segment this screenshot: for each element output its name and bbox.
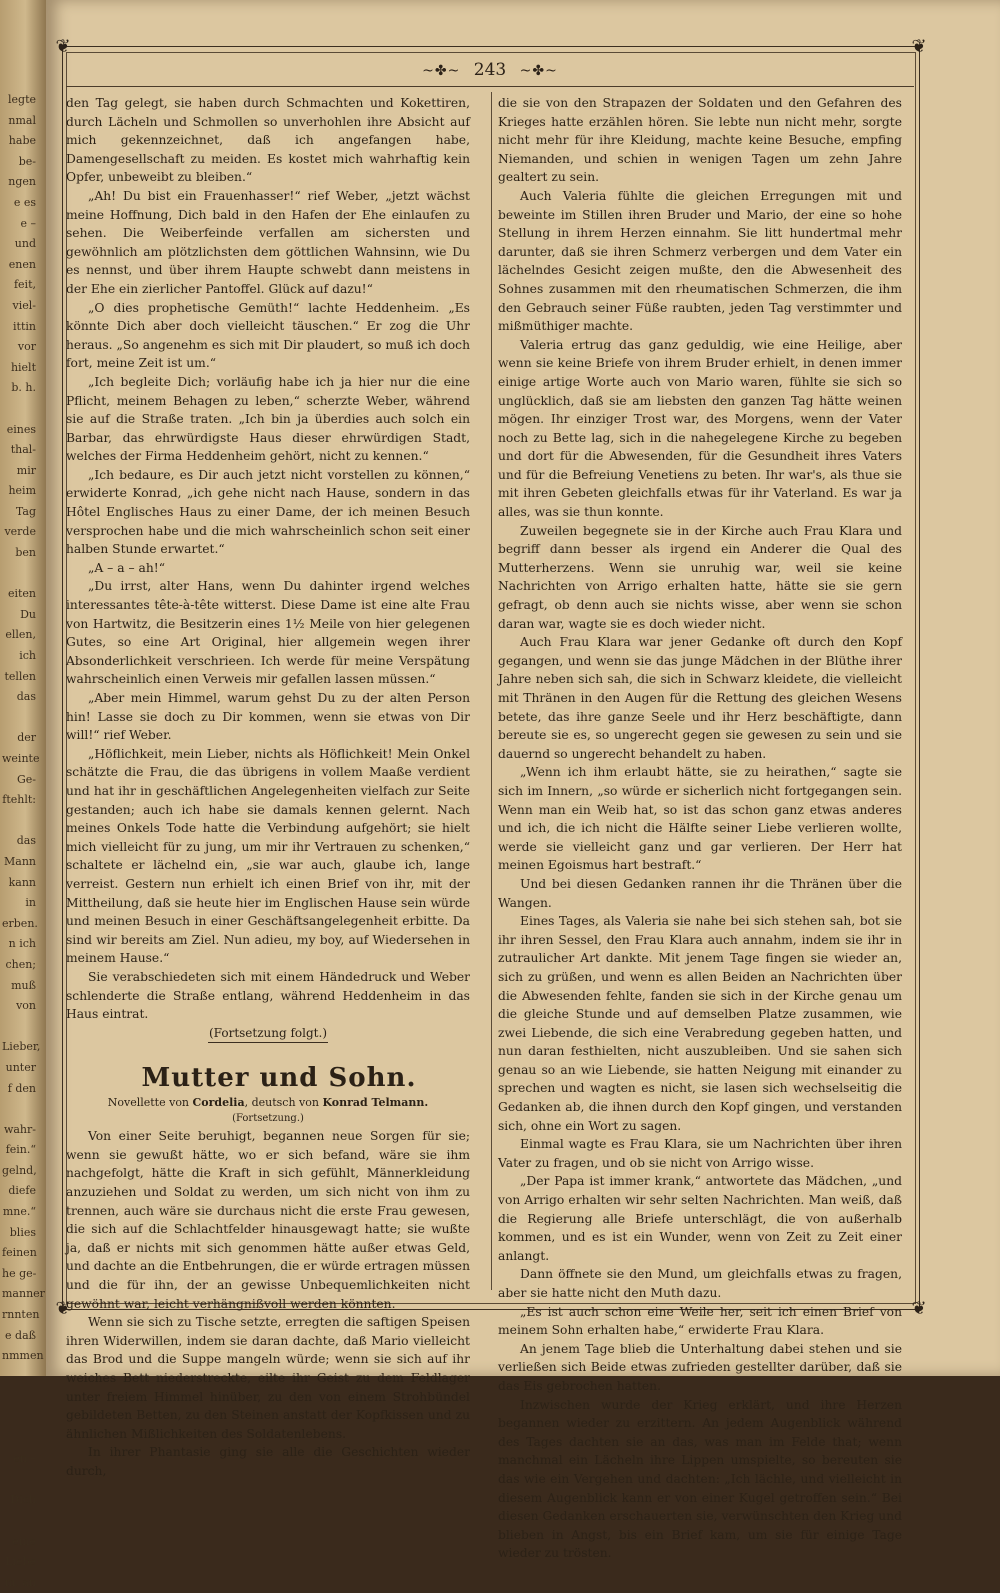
newspaper-page <box>46 0 1000 1561</box>
spine-fragment: feit, <box>13 278 36 292</box>
spine-fragment: eines <box>6 422 36 436</box>
spine-fragment: ich <box>19 649 36 663</box>
header-ornament-right: ~✤~ <box>519 63 558 79</box>
column-divider <box>491 92 492 1290</box>
spine-fragment: manner <box>2 1287 45 1301</box>
spine-fragment: Ge- <box>16 772 36 786</box>
byline-middle: , deutsch von <box>244 1096 319 1110</box>
spine-fragment: von <box>16 999 36 1013</box>
spine-fragment: he ge- <box>2 1266 37 1280</box>
spine-fragment: Dich <box>10 1493 36 1507</box>
spine-fragment: blies <box>9 1225 36 1239</box>
spine-fragment: e es <box>13 195 36 209</box>
spine-fragment: und <box>14 237 36 251</box>
byline-author: Cordelia <box>192 1096 245 1110</box>
spine-fragment: n ich <box>8 937 36 951</box>
spine-fragment: tellen <box>4 669 36 683</box>
spine-fragment: der <box>17 731 36 745</box>
spine-fragment: ellen, <box>5 628 36 642</box>
spine-fragment: erben. <box>2 916 38 930</box>
spine-fragment: verde <box>4 525 36 539</box>
paragraph: Von einer Seite beruhigt, begannen neue Sorgen für sie; wenn sie gewußt hätte, wo er sich befand, wäre sie ihm nachgefolgt, hätte die Kraft in sich gefühlt, Männerkleidung anzuziehen und Soldat zu werden, um sich nicht von ihm zu trennen, auch wäre sie durchaus nicht die erste Frau gewesen, die sich auf die Schlachtfelder hinausgewagt hatte; sie wußte ja, daß er nichts mit sich genommen hätte außer etwas Geld, und dachte an die Entbehrungen, die er würde ertragen müssen und die für ihn, der an gewisse Unbequemlichkeiten nicht gewöhnt war, leicht verhängnißvoll werden könnten. <box>66 1129 470 1311</box>
spine-fragment <box>2 1408 36 1429</box>
spine-fragment: Lieber, <box>2 1040 41 1054</box>
story-body-left <box>66 1127 470 1480</box>
spine-fragment: enen <box>8 257 36 271</box>
spine-fragment: vor <box>17 340 36 354</box>
spine-fragment: eiten <box>7 587 36 601</box>
paragraph: „Es ist auch schon eine Weile her, seit ich einen Brief von meinem Sohn erhalten habe,“ erwiderte Frau Klara. <box>498 1304 902 1338</box>
spine-fragment: habe <box>8 134 36 148</box>
continued-note: (Fortsetzung folgt.) <box>209 1025 327 1040</box>
spine-fragment <box>2 399 36 420</box>
spine-fragment: ittin <box>13 319 36 333</box>
paragraph: „O dies prophetische Gemüth!“ lachte Heddenheim. „Es könnte Dich aber doch vielleicht täuschen.“ Er zog die Uhr heraus. „So angenehm es sich mit Dir plaudert, so muß ich doch fort, meine Zeit ist um.“ <box>66 300 470 371</box>
spine-fragment: wahr- <box>3 1122 36 1136</box>
paragraph: „Du irrst, alter Hans, wenn Du dahinter irgend welches interessantes tête-à-tête witterst. Diese Dame ist eine alte Frau von Hartwitz, die Besitzerin eines 1½ Meile von hier gelegenen Gutes, so eine Art Original, hier allgemein wegen ihrer Absonderlichkeit verschrieen. Ich werde für meine Verspätung wahrscheinlich einen Verweis mir gefallen lassen müssen.“ <box>66 579 470 687</box>
paragraph: „Wenn ich ihm erlaubt hätte, sie zu heirathen,“ sagte sie sich im Innern, „so würde er sicherlich nicht fortgegangen sein. Wenn man ein Weib hat, so ist das schon ganz etwas anderes und ich, die ich nicht die Hälfte seiner Liebe verlieren wollte, werde sie vielleicht ganz und gar verlieren. Der Herr hat meinen Egoismus hart bestraft.“ <box>498 765 902 873</box>
serial-story-continuation <box>66 94 470 1024</box>
page-header <box>66 58 914 82</box>
spine-fragment: rnnten <box>2 1308 40 1322</box>
spine-fragment: e daß <box>5 1328 36 1342</box>
spine-fragment: nmal <box>8 113 36 127</box>
spine-fragment: weinte <box>2 752 40 765</box>
section-separator <box>208 1042 328 1043</box>
paragraph: „Der Papa ist immer krank,“ antwortete das Mädchen, „und von Arrigo erhalten wir sehr selten Nachrichten. Man weiß, daß die Regierung alle Briefe unterschlägt, die von außerhalb kommen, und es ist ein Wunder, wenn von Zeit zu Zeit einer anlangt. <box>498 1174 902 1263</box>
spine-fragment: muß <box>11 978 36 992</box>
spine-fragment: das <box>16 834 36 848</box>
corner-ornament-top-left: ❦ <box>55 36 71 57</box>
story-title: Mutter und Sohn. <box>141 1063 417 1094</box>
continuation-label: (Fortsetzung.) <box>232 1113 304 1125</box>
spine-fragment: mir <box>16 463 36 477</box>
spine-fragment <box>2 1099 36 1120</box>
paragraph: Wenn sie sich zu Tische setzte, erregten die saftigen Speisen ihren Widerwillen, indem sie daran dachte, daß Mario vielleicht das Brod und die Suppe mangeln würde; wenn sie sich auf ihr weiches Bett niederstreckte, eilte ihr Geist zu dem Feldlager unter freiem Himmel hinüber, zu den von einem Strohbündel gebildeten Betten, zu den Steinen anstatt der Kopfkissen und zu ähnlichen Mißlichkeiten des Soldatenlebens. <box>66 1315 470 1441</box>
header-rule <box>66 86 914 87</box>
spine-fragment <box>2 1470 36 1491</box>
spine-fragment <box>2 708 36 729</box>
paragraph: „Ah! Du bist ein Frauenhasser!“ rief Weber, „jetzt wächst meine Hoffnung, Dich bald in den Hafen der Ehe einlaufen zu sehen. Die Weiberfeinde verfallen am sichersten und gewöhnlich am plötzlichsten dem göttlichen Wahnsinn, wie Du es nennst, und über ihrem Haupte schwebt dann meistens in der Ehe ein zierlicher Pantoffel. Glück auf dazu!“ <box>66 188 470 296</box>
spine-fragment: be- <box>18 154 36 168</box>
page-number: 243 <box>473 60 507 80</box>
corner-ornament-bottom-left: ❦ <box>55 1298 71 1319</box>
spine-fragment: b. h. <box>11 381 36 395</box>
spine-fragment: nmmen <box>2 1349 44 1363</box>
spine-fragment: eine <box>12 1534 36 1548</box>
story-body-right <box>498 94 902 1563</box>
paragraph: Eines Tages, als Valeria sie nahe bei sich stehen sah, bot sie ihr ihren Sessel, den Frau Klara auch annahm, indem sie ihr in zutraulicher Art dankte. Mit jenem Tage fingen sie wieder an, sich zu grüßen, und wenn es allen Beiden an Nachrichten über die Abwesenden fehlte, fanden sie sich in der Kirche genau um die gleiche Stunde und auf demselben Platze zusammen, wie zwei Liebende, die sich eine Verabredung gegeben hatten, und nun daran festhielten, nicht auszubleiben. Und sie sahen sich genau so an wie Liebende, sie hatten Neigung mit einander zu sprechen und wagten es nicht, sie lasen sich wechselseitig die Gedanken ab, die ihnen durch den Kopf gingen, und verstanden sich, ohne ein Wort zu sagen. <box>498 914 902 1133</box>
paragraph: Dann öffnete sie den Mund, um gleichfalls etwas zu fragen, aber sie hatte nicht den Muth dazu. <box>498 1267 902 1300</box>
paragraph: „Aber mein Himmel, warum gehst Du zu der alten Person hin! Lasse sie doch zu Dir kommen, wenn sie etwas von Dir will!“ rief Weber. <box>66 691 470 743</box>
spine-fragment: Tag <box>15 504 36 518</box>
spine-fragment <box>2 811 36 832</box>
adjacent-page-spine <box>0 0 46 1589</box>
spine-fragment: in <box>25 896 36 910</box>
paragraph: die sie von den Strapazen der Soldaten und den Gefahren des Krieges hatte erzählen hören. Sie lebte nun nicht mehr, sorgte nicht mehr für ihre Kleidung, machte keine Besuche, empfing Niemanden, und schien in wenigen Tagen um zehn Jahre gealtert zu sein. <box>498 96 902 185</box>
spine-fragment: fein.“ <box>5 1143 36 1157</box>
spine-fragment: unter <box>5 1060 36 1074</box>
spine-fragment: gelnd, <box>2 1163 37 1177</box>
paragraph: Sie verabschiedeten sich mit einem Händedruck und Weber schlenderte die Straße entlang, während Heddenheim in das Haus eintrat. <box>66 969 470 1022</box>
paragraph: Zuweilen begegnete sie in der Kirche auch Frau Klara und begriff dann besser als irgend ein Anderer die Qual des Mutterherzens. Wenn sie unruhig war, weil sie keine Nachrichten von Arrigo erhalten hatte, hätte sie sie gern gefragt, ob denn auch sie nichts wisse, aber wenn sie schon daran war, wagte sie es doch wieder nicht. <box>498 523 902 631</box>
spine-fragment: Du <box>20 607 36 621</box>
paragraph: „Höflichkeit, mein Lieber, nichts als Höflichkeit! Mein Onkel schätzte die Frau, die das übrigens in vollem Maaße verdient und hat ihr in geschäftlichen Angelegenheiten vielfach zur Seite gestanden; auch ich habe sie damals kennen gelernt. Nach meines Onkels Tode hatte die Verbindung aufgehört; sie hielt mich vielleicht für zu jung, um mir ihr Vertrauen zu schenken,“ schaltete er lächelnd ein, „sie war auch, glaube ich, lange verreist. Gestern nun erhielt ich einen Brief von ihr, mit der Mittheilung, daß sie heute hier im Englischen Hause sein würde und meinen Besuch in einer Geschäftsangelegenheit erbitte. Da sind wir bereits am Ziel. Nun adieu, my boy, auf Wiedersehen in meinem Hause.“ <box>66 746 470 966</box>
paragraph: Und bei diesen Gedanken rannen ihr die Thränen über die Wangen. <box>498 876 902 910</box>
spine-fragment: ben <box>15 546 36 560</box>
spine-fragment: thal- <box>10 443 36 457</box>
right-column <box>498 94 902 1563</box>
paragraph: den Tag gelegt, sie haben durch Schmachten und Kokettiren, durch Lächeln und Schmollen so unverhohlen ihre Absicht auf mich gekennzeichnet, daß ich angefangen habe, Damengesellschaft zu meiden. Es kostet mich wahrhaftig kein Opfer, unbeweibt zu bleiben.“ <box>66 96 470 185</box>
spine-fragment: das <box>16 690 36 704</box>
paragraph: In ihrer Phantasie ging sie alle die Geschichten wieder durch, <box>66 1445 470 1478</box>
spine-fragment: viel- <box>12 298 36 312</box>
paragraph: Inzwischen wurde der Krieg erklärt, und ihre Herzen begannen wieder zu erzittern. An jedem Augenblick während des Tages dachten sie an das, was man im Felde that; wenn manchmal ein Lächeln ihre Lippen umspielte, so bereuten sie das wie ein Vergehen und dachten: „Ich lächle, und vielleicht in diesem Augenblick kann er von einer Kugel getroffen sein.“ Bei diesen Gedanken erschauerten sie, verwünschten den Krieg und blieben in Angst, bis ein Brief kam, um sie für einige Tage wieder zu trösten. <box>498 1397 902 1561</box>
paragraph: Einmal wagte es Frau Klara, sie um Nachrichten über ihren Vater zu fragen, und ob sie nicht von Arrigo wisse. <box>498 1137 902 1170</box>
spine-fragment: diefe <box>8 1184 36 1198</box>
byline-translator: Konrad Telmann. <box>322 1096 429 1110</box>
left-column <box>66 94 470 1481</box>
header-ornament-left: ~✤~ <box>422 63 461 79</box>
spine-fragment: ftehlt: <box>2 793 36 807</box>
adjacent-page-text-fragments <box>2 90 45 1593</box>
paragraph: „Ich bedaure, es Dir auch jetzt nicht vorstellen zu können,“ erwiderte Konrad, „ich gehe nicht nach Hause, sondern in das Hôtel Englisches Haus zu einer Dame, der ich meinen Besuch versprochen habe und die mich wahrscheinlich schon seit einer halben Stunde erwartet.“ <box>66 467 470 557</box>
spine-fragment <box>2 1367 36 1388</box>
byline-prefix: Novellette von <box>107 1096 190 1110</box>
spine-fragment: f den <box>7 1081 36 1095</box>
story-byline <box>66 1095 470 1111</box>
paragraph: „A – a – ah!“ <box>88 560 165 575</box>
paragraph: Auch Valeria fühlte die gleichen Erregungen mit und beweinte im Stillen ihren Bruder und Mario, der eine so hohe Stellung in ihrem Herzen einnahm. Sie litt hundertmal mehr darunter, daß sie ihren Schmerz verbergen und dem Vater ein lächelndes Gesicht zeigen mußte, den die Abwesenheit des Sohnes zusammen mit den rheumatischen Schmerzen, die ihm den Gebrauch seiner Füße raubten, jeden Tag verstimmter und mißmüthiger machte. <box>498 188 902 334</box>
spine-fragment: m, an <box>4 1575 36 1589</box>
spine-fragment <box>2 564 36 585</box>
paragraph: „Ich begleite Dich; vorläufig habe ich ja hier nur die eine Pflicht, meinem Behagen zu leben,“ scherzte Weber, während sie auf die Straße traten. „Ich bin ja überdies auch solch ein Barbar, das ehrwürdigste Haus dieser ehrwürdigen Stadt, welches der Firma Heddenheim gehört, nicht zu kennen.“ <box>66 374 470 464</box>
spine-fragment: ngen <box>8 175 36 189</box>
spine-fragment: hielt <box>10 360 36 374</box>
corner-ornament-top-right: ❦ <box>911 36 927 57</box>
spine-fragment: mne.“ <box>2 1205 36 1219</box>
spine-fragment: legte <box>8 93 36 106</box>
spine-fragment: Liebe <box>5 1555 36 1569</box>
spine-fragment <box>2 1017 36 1038</box>
spine-fragment: Mann <box>4 854 36 868</box>
spine-fragment: en – <box>13 1452 36 1466</box>
spine-fragment: feinen <box>2 1246 37 1260</box>
paragraph: An jenem Tage blieb die Unterhaltung dabei stehen und sie verließen sich Beide etwas zufrieden gestellter darüber, daß sie das Eis gebrochen hatten. <box>498 1341 902 1393</box>
spine-fragment <box>2 1387 36 1408</box>
corner-ornament-bottom-right: ❦ <box>911 1298 927 1319</box>
spine-fragment <box>2 1429 36 1450</box>
spine-fragment: kann <box>8 875 36 889</box>
spine-fragment: e – <box>20 216 36 230</box>
spine-fragment <box>2 1511 36 1532</box>
spine-fragment: chen; <box>5 957 36 971</box>
paragraph: Auch Frau Klara war jener Gedanke oft durch den Kopf gegangen, und wenn sie das junge Mädchen in der Blüthe ihrer Jahre neben sich sah, die sich in Schwarz kleidete, die vielleicht mit Thränen in den Augen für die Rettung des gleichen Wesens betete, das ihre ganze Seele und ihr Herz beschäftigte, dann bereute sie es, so ungerecht gegen sie gewesen zu sein und sie dauernd so ungerecht behandelt zu haben. <box>498 635 902 761</box>
paragraph: Valeria ertrug das ganz geduldig, wie eine Heilige, aber wenn sie keine Briefe von ihrem Bruder erhielt, in denen immer einige artige Worte auch von Mario waren, fühlte sie sich so unglücklich, daß sie am liebsten den ganzen Tag hätte weinen mögen. Ihr einziger Trost war, des Morgens, wenn der Vater noch zu Bette lag, sich in die nahegelegene Kirche zu begeben und dort für die Abwesenden, für die Gesundheit ihres Vaters und für die Befreiung Venetiens zu beten. Ihr war's, als thue sie mit ihren Gebeten gleichfalls etwas für ihr Vaterland. Es war ja alles, was sie thun konnte. <box>498 337 902 520</box>
spine-fragment: heim <box>8 484 36 498</box>
